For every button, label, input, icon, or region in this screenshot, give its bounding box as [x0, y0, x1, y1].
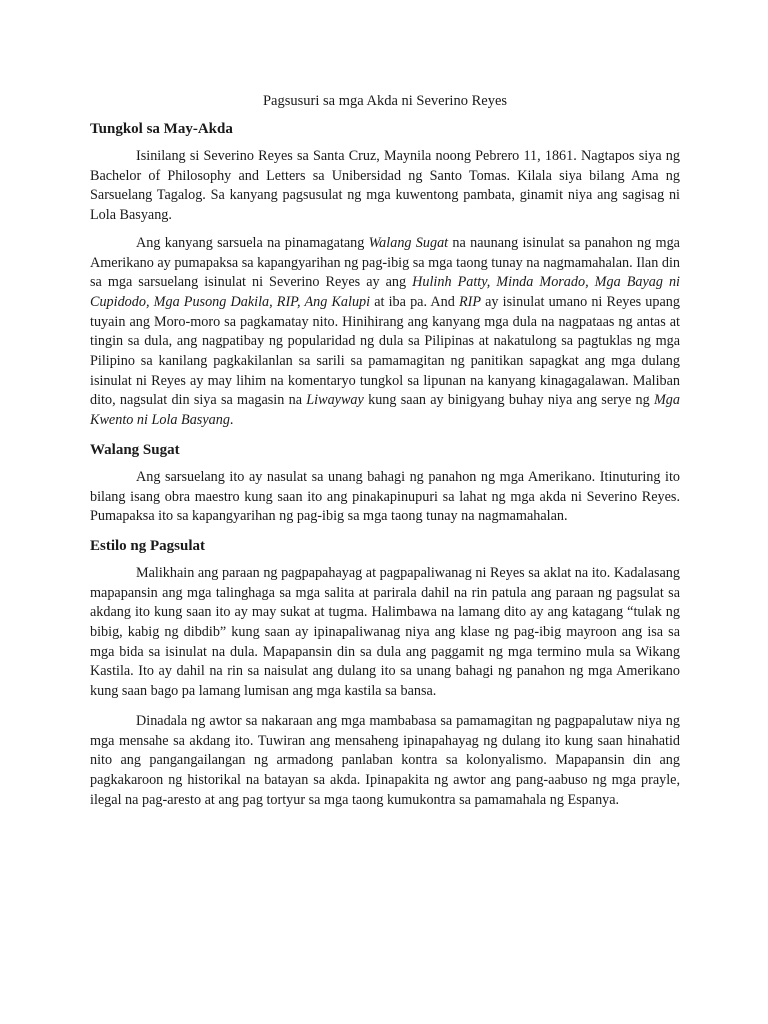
paragraph-text: ay isinulat umano ni Reyes upang tuyain ang Moro-moro sa pagkamatay nito. Hinihirang ang kanyang mga dula na nagpataas ng antas at tingin sa dula, ang nagpatibay ng popularidad ng dula sa Pilipinas at nakatulong sa pagtuklas ng mga Pilipino sa kanilang pagkakilanlan sa sarili sa pamamagitan ng panitikan sapagkat ang mga dulang isinulat ni Reyes ay may lihim na komentaryo tungkol sa lipunan na kanyang kinagagalawan. Maliban dito, nagsulat din siya sa magasin na: [90, 293, 680, 409]
section-tungkol-sa-may-akda: [90, 120, 680, 431]
paragraph-text: na naunang isinulat sa panahon ng mga Amerikano ay pumapaksa sa kapangyarihan ng pag-ibig sa mga taong tunay na nagmamahalan. Ilan din sa mga sarsuelang isinulat ni Severino Reyes ay ang: [90, 234, 680, 291]
section-estilo-ng-pagsulat: [90, 537, 680, 810]
italic-title-text: Mga Kwento ni Lola Basyang: [90, 392, 680, 429]
paragraph-text: Isinilang si Severino Reyes sa Santa Cruz, Maynila noong Pebrero 11, 1861. Nagtapos siya ng Bachelor of Philosophy and Letters sa Unibersidad ng Santo Tomas. Kilala siya bilang Ama ng Sarsuelang Tagalog. Sa kanyang pagsusulat ng mga kuwentong pambata, ginamit niya ang sagisag ni Lola Basyang.: [90, 148, 680, 224]
italic-title-text: RIP: [458, 293, 481, 310]
paragraph-text: .: [229, 412, 234, 429]
document-title: Pagsusuri sa mga Akda ni Severino Reyes: [262, 93, 508, 109]
section-walang-sugat: [90, 441, 680, 527]
paragraph: [90, 468, 680, 527]
section-heading: Walang Sugat: [90, 441, 180, 458]
paragraph: [90, 564, 680, 702]
paragraph-text: at iba pa. And: [370, 293, 459, 310]
paragraph: [90, 712, 680, 811]
italic-title-text: Liwayway: [306, 392, 364, 409]
italic-title-text: Walang Sugat: [368, 234, 449, 251]
section-heading: Tungkol sa May-Akda: [90, 121, 233, 137]
section-heading: Estilo ng Pagsulat: [90, 537, 206, 554]
paragraph-text: Malikhain ang paraan ng pagpapahayag at pagpapaliwanag ni Reyes sa aklat na ito. Kadalasang mapapansin ang mga talinghaga sa mga salita at parirala dahil na rin patula ang paraan ng pagsulat sa akdang ito kung saan ito ay may sukat at tugma. Halimbawa na lamang dito ay ang katagang “tulak ng bibig, kabig ng dibdib” kung saan ay ipinapaliwanag niya ang klase ng pag-ibig mayroon ang isa sa mga bida sa isinulat na dula. Mapapansin din sa dula ang paggamit ng mga termino mula sa Wikang Kastila. Ito ay dahil na rin sa naisulat ang dulang ito sa unang bahagi ng panahon ng mga Amerikano kung saan bago pa lamang lumisan ang mga kastila sa bansa.: [90, 564, 680, 700]
paragraph-text: Ang sarsuelang ito ay nasulat sa unang bahagi ng panahon ng mga Amerikano. Itinuturing ito bilang isang obra maestro kung saan ito ang pinakapinupuri sa lahat ng mga akda ni Severino Reyes. Pumapaksa ito sa kapangyarihan ng pag-ibig sa mga taong tunay na nagmamahalan.: [90, 468, 680, 525]
paragraph-text: kung saan ay binigyang buhay niya ang serye ng: [363, 392, 654, 409]
italic-title-text: Hulinh Patty, Minda Morado, Mga Bayag ni Cupidodo, Mga Pusong Dakila, RIP, Ang Kalupi: [90, 274, 680, 310]
paragraph: [90, 234, 680, 431]
paragraph: [90, 147, 680, 226]
paragraph-text: Dinadala ng awtor sa nakaraan ang mga mambabasa sa pamamagitan ng pagpapalutaw niya ng mga mensahe sa akdang ito. Tuwiran ang mensaheng ipinapahayag ng dulang ito kung saan hinahatid nito ang pangangailangan ng armadong panlaban kontra sa kolonyalismo. Mapapansin din ang pagkakaroon ng historikal na batayan sa akda. Ipinapakita ng awtor ang pang-aabuso ng mga prayle, ilegal na pag-aresto at ang pag tortyur sa mga taong kumukontra sa pamamahala ng Espanya.: [90, 712, 680, 808]
paragraph-text: Ang kanyang sarsuela na pinamagatang: [136, 234, 369, 251]
